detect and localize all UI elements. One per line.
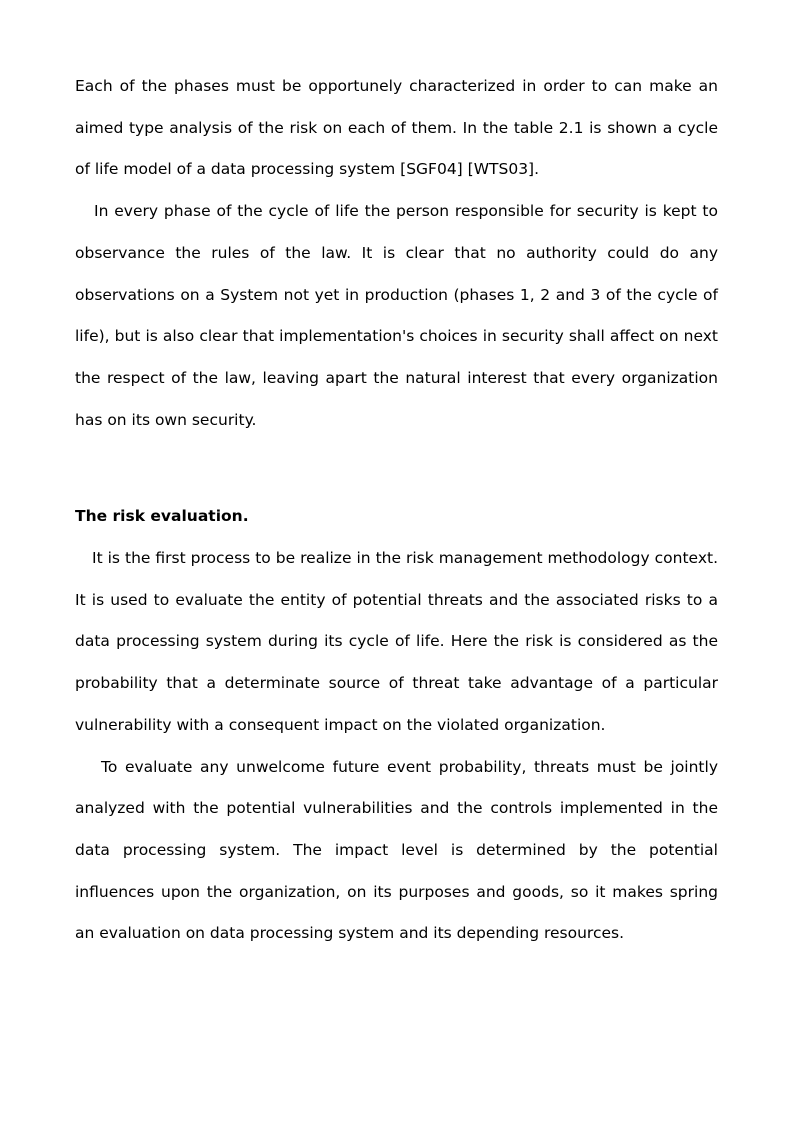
- intro-paragraph-1: Each of the phases must be opportunely characterized in order to can make an aimed type analysis of the risk on each of them. In the table 2.1 is shown a cycle of life model of a data processing system [SGF04] [WTS03].: [75, 77, 718, 179]
- intro-paragraph-2: In every phase of the cycle of life the person responsible for security is kept to observance the rules of the law. It is clear that no authority could do any observations on a System not yet in production (phases 1, 2 and 3 of the cycle of life), but is also clear that implementation's choices in security shall affect on next the respect of the law, leaving apart the natural interest that every organization has on its own security.: [75, 202, 718, 429]
- section-paragraph-1: It is the first process to be realize in the risk management methodology context. It is used to evaluate the entity of potential threats and the associated risks to a data processing system during its cycle of life. Here the risk is considered as the probability that a determinate source of threat take advantage of a particular vulnerability with a consequent impact on the violated organization.: [75, 549, 718, 734]
- section-heading: The risk evaluation.: [75, 507, 249, 526]
- section-spacer: [75, 441, 718, 496]
- document-page: [75, 66, 718, 955]
- section-paragraph-2: To evaluate any unwelcome future event probability, threats must be jointly analyzed with the potential vulnerabilities and the controls implemented in the data processing system. The impact level is determined by the potential influences upon the organization, on its purposes and goods, so it makes spring an evaluation on data processing system and its depending resources.: [75, 757, 718, 943]
